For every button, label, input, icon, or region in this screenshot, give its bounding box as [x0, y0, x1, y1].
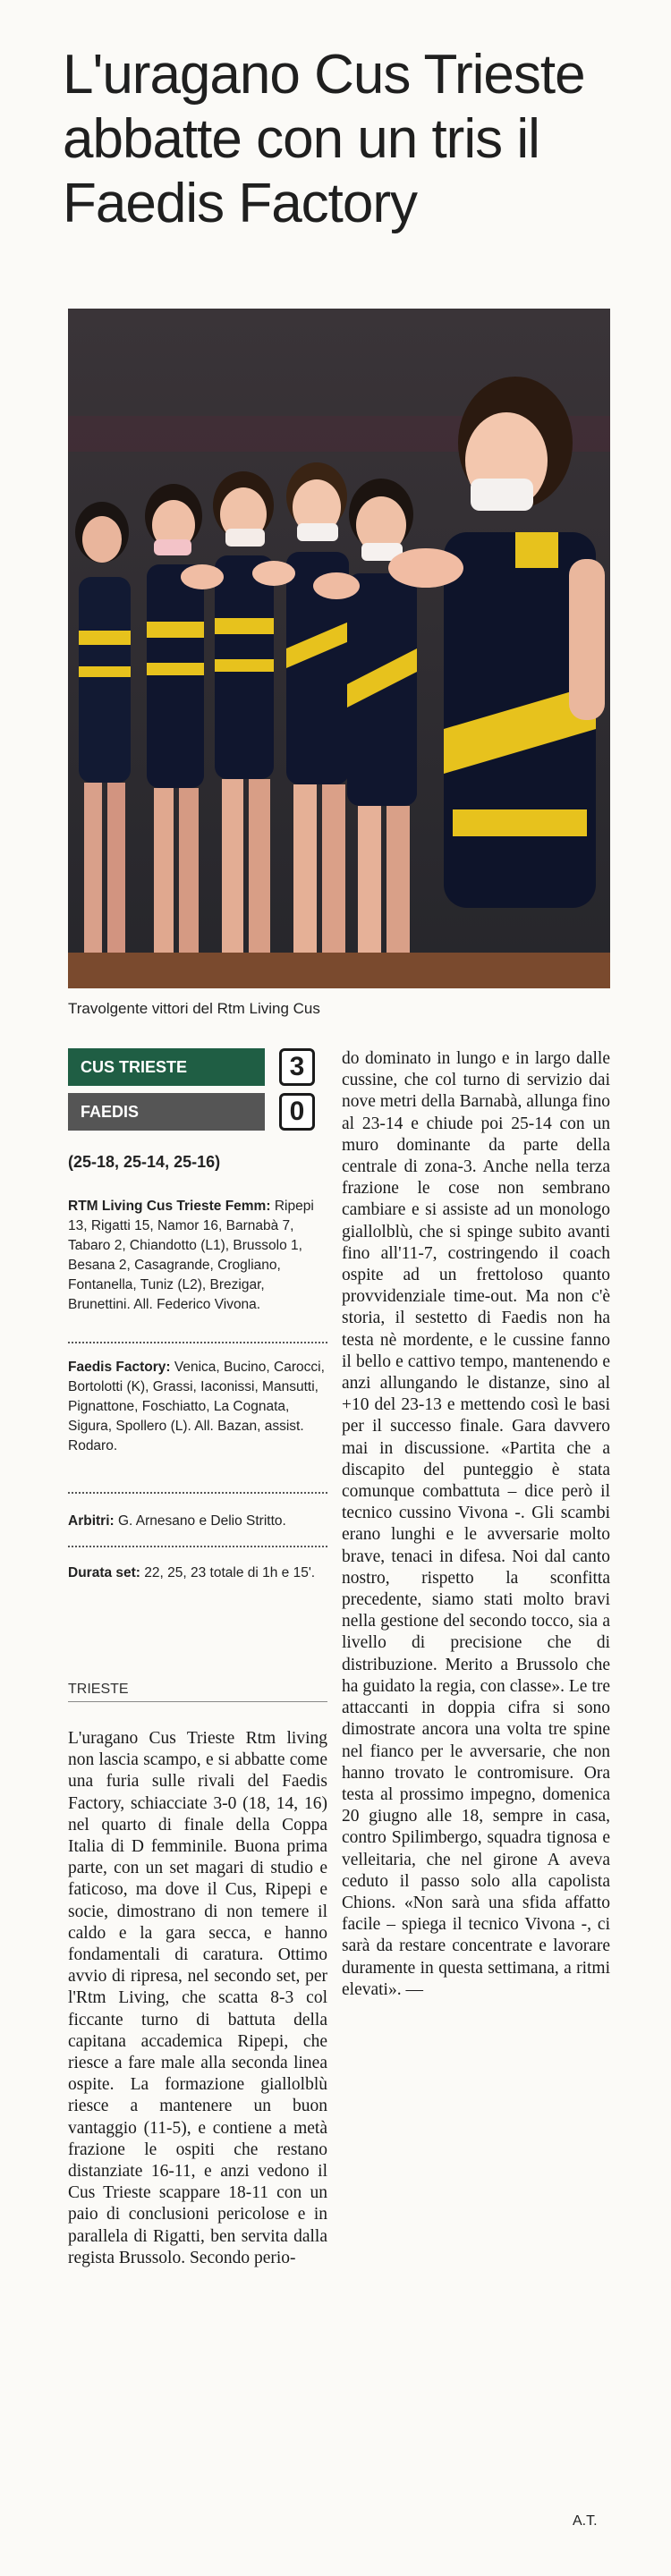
home-lineup-label: RTM Living Cus Trieste Femm:: [68, 1199, 271, 1214]
team-photo: [68, 309, 610, 988]
referees: [68, 1512, 327, 1531]
home-lineup-text: Ripepi 13, Rigatti 15, Namor 16, Barnabà 7, Tabaro 2, Chiandotto (L1), Brussolo 1, Besana 2, Casagrande, Crogliano, Fontanella, Tuniz (L2), Brezigar, Brunettini. All. Federico Vivona.: [68, 1199, 314, 1312]
home-team-score: 3: [279, 1048, 315, 1086]
author-initials: A.T.: [573, 2513, 598, 2529]
body-column-right: do dominato in lungo e in largo dalle cussine, che col turno di servizio dai nove metri della Barnabà, allunga fino al 23-14 e chiude poi 25-14 con un muro dominante da parte della centrale di zona-3. Anche nella terza frazione le cose non sembrano cambiare e si assiste ad un monologo giallolblù, che si spinge subito avanti fino all'11-7, costringendo il coach ospite ad un frettoloso quanto provvidenziale time-out. Ma non c'è storia, il sestetto di Faedis non ha testa nè mordente, e le cussine fanno il bello e cattivo tempo, mantenendo e anzi allungando le distanze, sino al +10 del 23-13 e mettendo così le basi per il successo finale. Gara davvero mai in discussione. «Partita che a discapito del punteggio è stata comunque combattuta – dice però il tecnico cussino Vivona -. Gli scambi erano lunghi e le avversarie molto brave, tenaci in difesa. Noi dal canto nostro, rispetto la sconfitta precedente, siamo stati molto bravi nella gestione del secondo tocco, sia a livello di precisione che di distribuzione. Merito a Brussolo che ha guidato la regia, con classe». Le tre attaccanti in doppia cifra si sono dimostrate ancora una volta tre spine nel fianco per le avversarie, che non hanno trovato le contromisure. Ora testa al prossimo impegno, domenica 20 giugno alle 18, sempre in casa, contro Spilimbergo, squadra tignosa e velleitaria, che nel girone A aveva ceduto il passo solo alla capolista Chions. «Non sarà una sfida affatto facile – spiega il tecnico Vivona -, ci sarà da restare concentrate e lavorare duramente in questa settimana, a ritmi elevati». —: [342, 1049, 610, 1999]
home-lineup: [68, 1197, 327, 1315]
referees-label: Arbitri:: [68, 1513, 115, 1529]
set-duration-text: 22, 25, 23 totale di 1h e 15'.: [144, 1565, 316, 1580]
set-duration-label: Durata set:: [68, 1565, 140, 1580]
team-photo-illustration: [68, 309, 610, 988]
home-team-name: CUS TRIESTE: [68, 1048, 265, 1086]
set-duration: [68, 1563, 327, 1583]
divider: [68, 1546, 327, 1547]
away-team-name: FAEDIS: [68, 1093, 265, 1131]
body-column-left: L'uragano Cus Trieste Rtm living non lascia scampo, e si abbatte come una furia sulle rivali del Faedis Factory, schiacciate 3-0 (18, 14, 16) nel quarto di finale della Coppa Italia di D femminile. Buona prima parte, con un set magari di studio e faticoso, ma dove il Cus, Ripepi e socie, dimostrano di non temere il caldo e la gara secca, e hanno fondamentali di caratura. Ottimo avvio di ripresa, nel secondo set, per l'Rtm Living, che scatta 8-3 col ficcante turno di battuta della capitana accademica Ripepi, che riesce a fare male alla seconda linea ospite. La formazione giallolblù riesce a mantenere un buon vantaggio (11-5), e contiene a metà frazione le ospiti che restano distanziate 16-11, e anzi vedono il Cus Trieste scappare 18-11 con un paio di conclusioni pericolose e in parallela di Rigatti, ben servita dalla regista Brussolo. Secondo perio-: [68, 1729, 327, 2267]
scoreboard-away-row: [68, 1093, 319, 1131]
photo-caption: Travolgente vittori del Rtm Living Cus: [68, 1000, 320, 1017]
referees-text: G. Arnesano e Delio Stritto.: [117, 1513, 286, 1529]
divider: [68, 1492, 327, 1494]
away-team-score: 0: [279, 1093, 315, 1131]
set-partials: (25-18, 25-14, 25-16): [68, 1153, 221, 1171]
headline: L'uragano Cus Trieste abbatte con un tris il Faedis Factory: [63, 44, 585, 234]
away-lineup-label: Faedis Factory:: [68, 1360, 171, 1375]
scoreboard-home-row: [68, 1048, 319, 1086]
divider: [68, 1342, 327, 1343]
away-lineup: [68, 1358, 327, 1456]
section-label: TRIESTE: [68, 1682, 327, 1702]
away-lineup-text: Venica, Bucino, Carocci, Bortolotti (K), Grassi, Iaconissi, Mansutti, Pignattone, Foschiatto, La Cognata, Sigura, Spollero (L). All. Bazan, assist. Rodaro.: [68, 1360, 325, 1453]
